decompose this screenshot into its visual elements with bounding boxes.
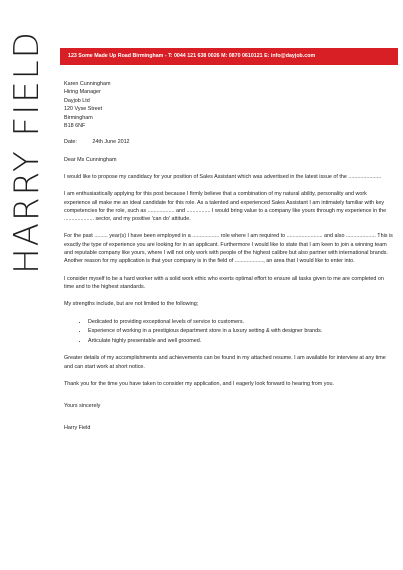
date-label: Date: [64, 139, 77, 146]
paragraph: I am enthusiastically applying for this post because I firmly believe that a combination of my natural ability, personality and work experience all make me an ideal candidate for this role. As a talented and experienced Sales Assistant I am intimately familiar with key competencies for the role, such as .................. and ................ I would bring value to a company like yours through my experience in the .................... sector, and my positive 'can do' attitude. [64, 191, 387, 223]
recipient-line: 120 Vyse Street [64, 106, 103, 113]
salutation: Dear Ms Cunningham [64, 156, 117, 163]
strengths-list [64, 318, 394, 346]
paragraph: For the past ......... year(s) I have been employed in a .................. role where I am required to ........................ and also .................... This is exactly the type of experience you are looking for in an applicant. Furthermore I would like to state that I am keen to join a winning team and reputable company like yours, where I will not only work with people of the highest calibre but also partner with international brands. Another reason for my application is that your company is in the field of ..................., an area that I would like to enter into. [64, 233, 393, 265]
date-row [64, 138, 394, 146]
paragraph: I consider myself to be a hard worker with a solid work ethic who exerts optimal effort to ensure all tasks given to me are completed on time and to the highest standards. [64, 275, 384, 290]
recipient-line: B18 6NF [64, 122, 86, 129]
date-value: 24th June 2012 [92, 139, 130, 146]
contact-bar: 123 Some Made Up Road Birmingham - T: 0044 121 638 0026 M: 0870 0610121 E: info@dayjob.com [60, 48, 398, 65]
paragraph: Greater details of my accomplishments and achievements can be found in my attached resume. I am available for interview at any time and can start work at short notice. [64, 355, 386, 370]
applicant-name: HARRY FIELD [7, 30, 48, 274]
list-item: • Experience of working in a prestigious department store in a luxury setting & with designer brands. [88, 327, 394, 335]
paragraph: I would like to propose my candidacy for your position of Sales Assistant which was advertised in the latest issue of the ...................... [64, 173, 382, 180]
signature: Harry Field [64, 424, 91, 431]
vertical-name-banner [2, 30, 52, 274]
letter-body [64, 80, 394, 432]
paragraph: Thank you for the time you have taken to consider my application, and I eagerly look forward to hearing from you. [64, 380, 334, 387]
recipient-address [64, 80, 394, 130]
recipient-line: Karen Cunningham [64, 81, 111, 87]
recipient-line: Birmingham [64, 114, 93, 121]
recipient-line: Dayjob Ltd [64, 97, 90, 104]
sign-off: Yours sincerely [64, 403, 101, 410]
list-item: • Dedicated to providing exceptional levels of service to customers. [88, 318, 394, 326]
recipient-line: Hiring Manager [64, 89, 101, 96]
list-item: • Articulate highly presentable and well groomed. [88, 337, 394, 345]
paragraph: My strengths include, but are not limited to the following; [64, 301, 199, 308]
